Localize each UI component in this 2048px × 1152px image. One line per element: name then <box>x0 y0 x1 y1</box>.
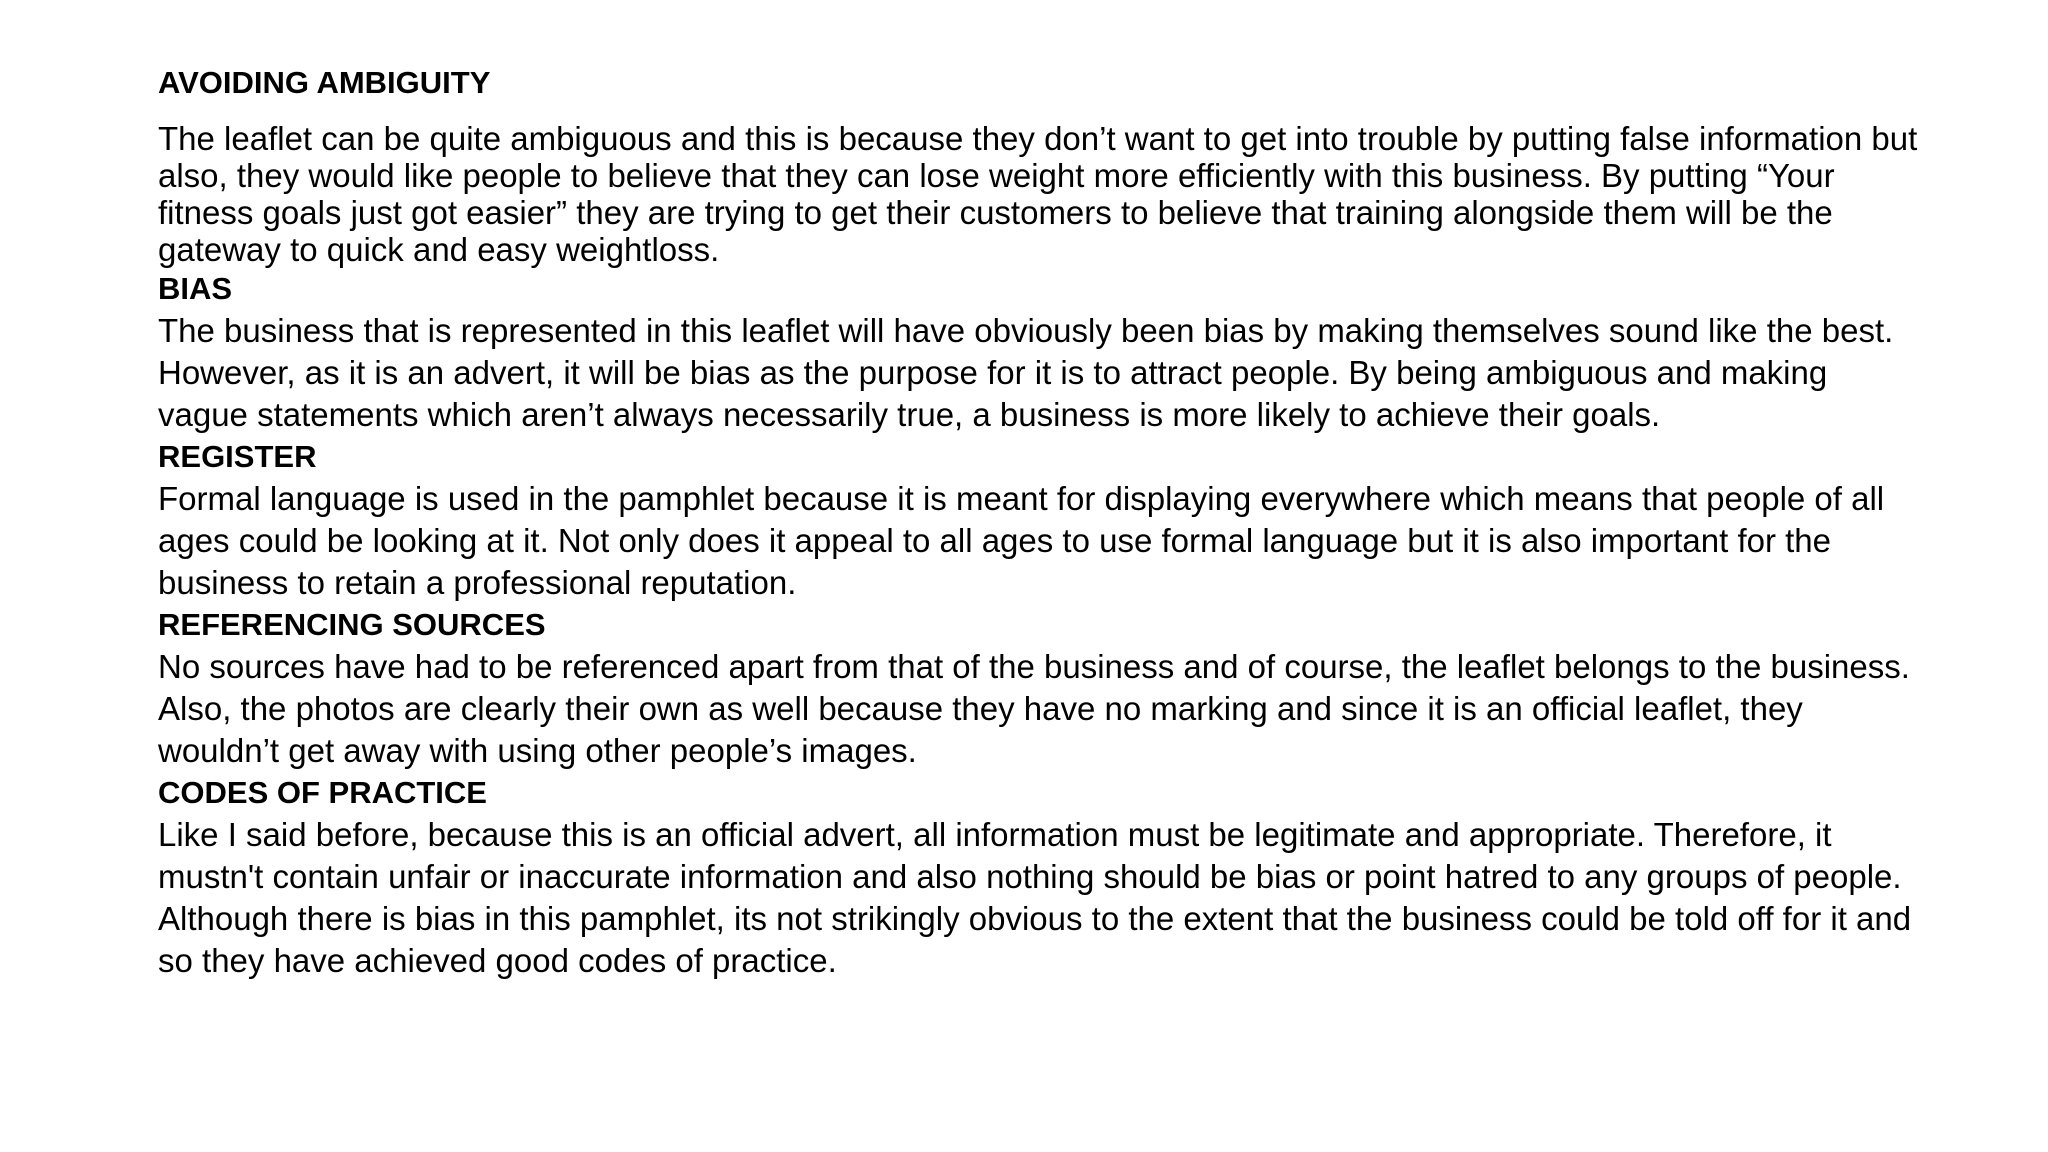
paragraph-codes-of-practice: Like I said before, because this is an official advert, all information must be legitimate and appropriate. Therefore, it mustn't contain unfair or inaccurate information and also nothing should be bias or point hatred to any groups of people. Although there is bias in this pamphlet, its not strikingly obvious to the extent that the business could be told off for it and so they have achieved good codes of practice. <box>158 816 1912 979</box>
heading-avoiding-ambiguity: AVOIDING AMBIGUITY <box>158 65 491 100</box>
heading-bias: BIAS <box>158 271 233 306</box>
heading-register: REGISTER <box>158 439 317 474</box>
slide-content <box>158 62 1918 982</box>
paragraph-referencing-sources: No sources have had to be referenced apart from that of the business and of course, the leaflet belongs to the business. Also, the photos are clearly their own as well because they have no marking and since it is an official leaflet, they wouldn’t get away with using other people’s images. <box>158 648 1910 769</box>
paragraph-avoiding-ambiguity: The leaflet can be quite ambiguous and this is because they don’t want to get into trouble by putting false information but also, they would like people to believe that they can lose weight more efficiently with this business. By putting “Your fitness goals just got easier” they are trying to get their customers to believe that training alongside them will be the gateway to quick and easy weightloss. <box>158 120 1918 268</box>
heading-referencing-sources: REFERENCING SOURCES <box>158 607 546 642</box>
paragraph-bias: The business that is represented in this leaflet will have obviously been bias by making themselves sound like the best. However, as it is an advert, it will be bias as the purpose for it is to attract people. By being ambiguous and making vague statements which aren’t always necessarily true, a business is more likely to achieve their goals. <box>158 312 1894 433</box>
heading-codes-of-practice: CODES OF PRACTICE <box>158 775 487 810</box>
paragraph-register: Formal language is used in the pamphlet because it is meant for displaying everywhere which means that people of all ages could be looking at it. Not only does it appeal to all ages to use formal language but it is also important for the business to retain a professional reputation. <box>158 480 1885 601</box>
